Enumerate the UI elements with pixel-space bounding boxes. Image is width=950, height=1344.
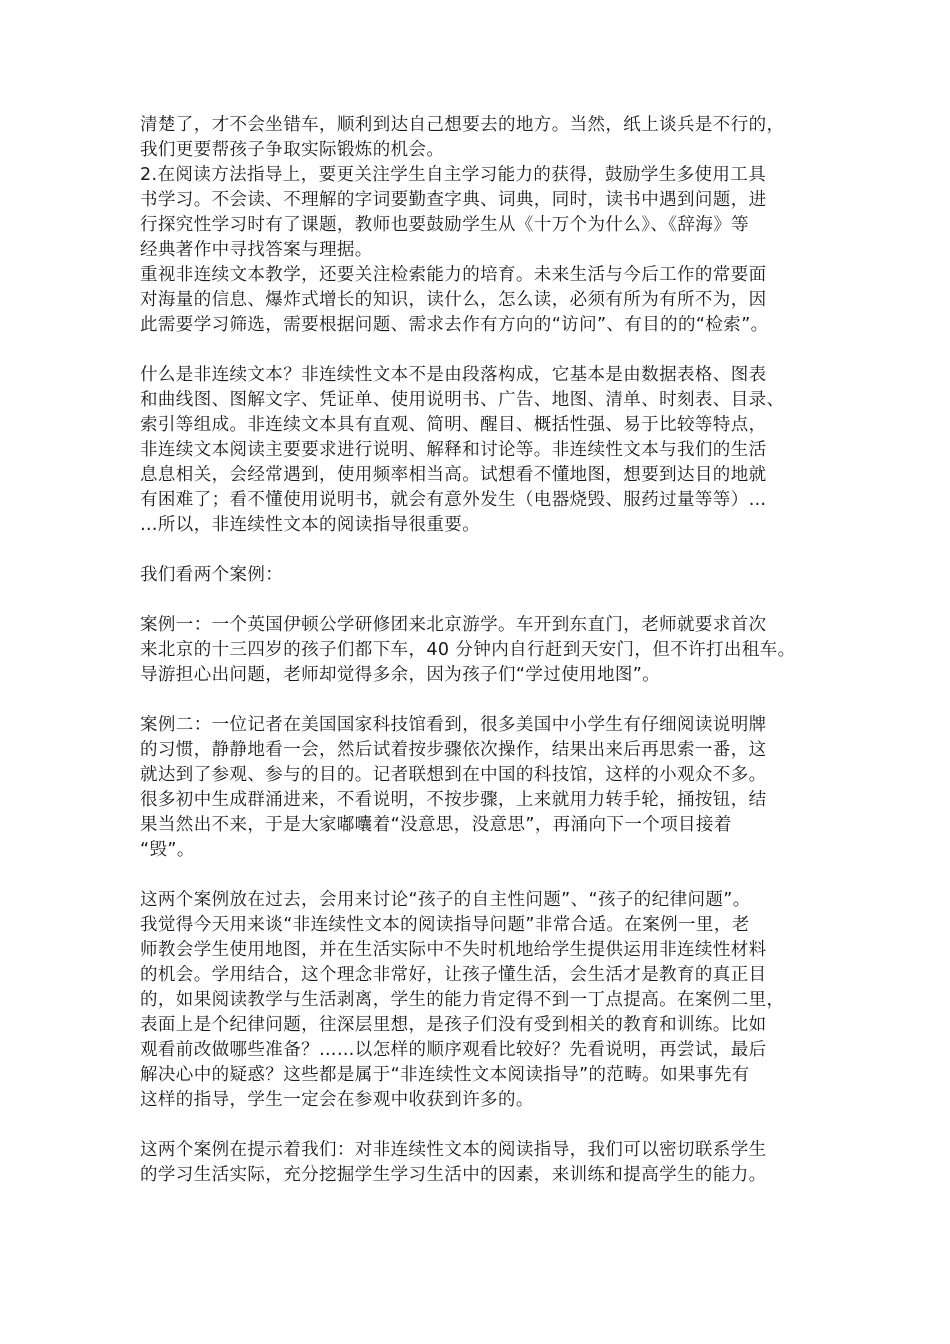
text-line: 很多初中生成群涌进来，不看说明，不按步骤，上来就用力转手轮，捅按钮，结 [140, 790, 767, 810]
text-line: 我们更要帮孩子争取实际锻炼的机会。 [140, 140, 445, 160]
text-line: 我们看两个案例： [140, 565, 284, 585]
text-line: 的习惯，静静地看一会，然后试着按步骤依次操作，结果出来后再思索一番，这 [140, 740, 767, 760]
text-line: 对海量的信息、爆炸式增长的知识，读什么，怎么读，必须有所为有所不为，因 [140, 290, 767, 310]
text-line: 这两个案例在提示着我们：对非连续性文本的阅读指导，我们可以密切联系学生 [140, 1140, 767, 1160]
text-line: 的机会。学用结合，这个理念非常好，让孩子懂生活，会生活才是教育的真正目 [140, 965, 767, 985]
text-line: 的，如果阅读教学与生活剥离，学生的能力肯定得不到一丁点提高。在案例二里， [140, 990, 785, 1010]
text-line: 来北京的十三四岁的孩子们都下车，40 分钟内自行赶到天安门，但不许打出租车。 [140, 640, 796, 660]
text-line: 解决心中的疑惑？这些都是属于“非连续性文本阅读指导”的范畴。如果事先有 [140, 1065, 750, 1085]
text-line: 非连续文本阅读主要要求进行说明、解释和讨论等。非连续性文本与我们的生活 [140, 440, 767, 460]
text-line: 清楚了，才不会坐错车，顺利到达自己想要去的地方。当然，纸上谈兵是不行的， [140, 115, 785, 135]
text-line: 我觉得今天用来谈“非连续性文本的阅读指导问题”非常合适。在案例一里，老 [140, 915, 750, 935]
text-line: 什么是非连续文本？非连续性文本不是由段落构成，它基本是由数据表格、图表 [140, 365, 767, 385]
text-line: 观看前改做哪些准备？……以怎样的顺序观看比较好？先看说明，再尝试，最后 [140, 1040, 767, 1060]
text-line: 此需要学习筛选，需要根据问题、需求去作有方向的“访问”、有目的的“检索”。 [140, 315, 769, 335]
text-line: …所以，非连续性文本的阅读指导很重要。 [140, 515, 481, 535]
text-line: 表面上是个纪律问题，往深层里想，是孩子们没有受到相关的教育和训练。比如 [140, 1015, 767, 1035]
text-line: 2.在阅读方法指导上，要更关注学生自主学习能力的获得，鼓励学生多使用工具 [140, 165, 767, 185]
text-line: 息息相关，会经常遇到，使用频率相当高。试想看不懂地图，想要到达目的地就 [140, 465, 767, 485]
text-line: “毁”。 [140, 840, 195, 860]
text-line: 就达到了参观、参与的目的。记者联想到在中国的科技馆，这样的小观众不多。 [140, 765, 767, 785]
text-line: 有困难了；看不懂使用说明书，就会有意外发生（电器烧毁、服药过量等等）… [140, 490, 767, 510]
text-line: 的学习生活实际，充分挖掘学生学习生活中的因素，来训练和提高学生的能力。 [140, 1165, 767, 1185]
text-line: 这两个案例放在过去，会用来讨论“孩子的自主性问题”、“孩子的纪律问题”。 [140, 890, 751, 910]
text-line: 案例一：一个英国伊顿公学研修团来北京游学。车开到东直门，老师就要求首次 [140, 615, 767, 635]
text-line: 书学习。不会读、不理解的字词要勤查字典、词典，同时，读书中遇到问题，进 [140, 190, 767, 210]
text-line: 师教会学生使用地图，并在生活实际中不失时机地给学生提供运用非连续性材料 [140, 940, 767, 960]
text-line: 重视非连续文本教学，还要关注检索能力的培育。未来生活与今后工作的常要面 [140, 265, 767, 285]
text-line: 经典著作中寻找答案与理据。 [140, 240, 373, 260]
text-line: 案例二：一位记者在美国国家科技馆看到，很多美国中小学生有仔细阅读说明牌 [140, 715, 767, 735]
text-line: 导游担心出问题，老师却觉得多余，因为孩子们“学过使用地图”。 [140, 665, 661, 685]
text-line: 果当然出不来，于是大家嘟囔着“没意思，没意思”，再涌向下一个项目接着 [140, 815, 732, 835]
text-line: 这样的指导，学生一定会在参观中收获到许多的。 [140, 1090, 534, 1110]
text-line: 和曲线图、图解文字、凭证单、使用说明书、广告、地图、清单、时刻表、目录、 [140, 390, 785, 410]
text-line: 行探究性学习时有了课题，教师也要鼓励学生从《十万个为什么》、《辞海》等 [140, 215, 749, 235]
text-line: 索引等组成。非连续文本具有直观、简明、醒目、概括性强、易于比较等特点， [140, 415, 767, 435]
